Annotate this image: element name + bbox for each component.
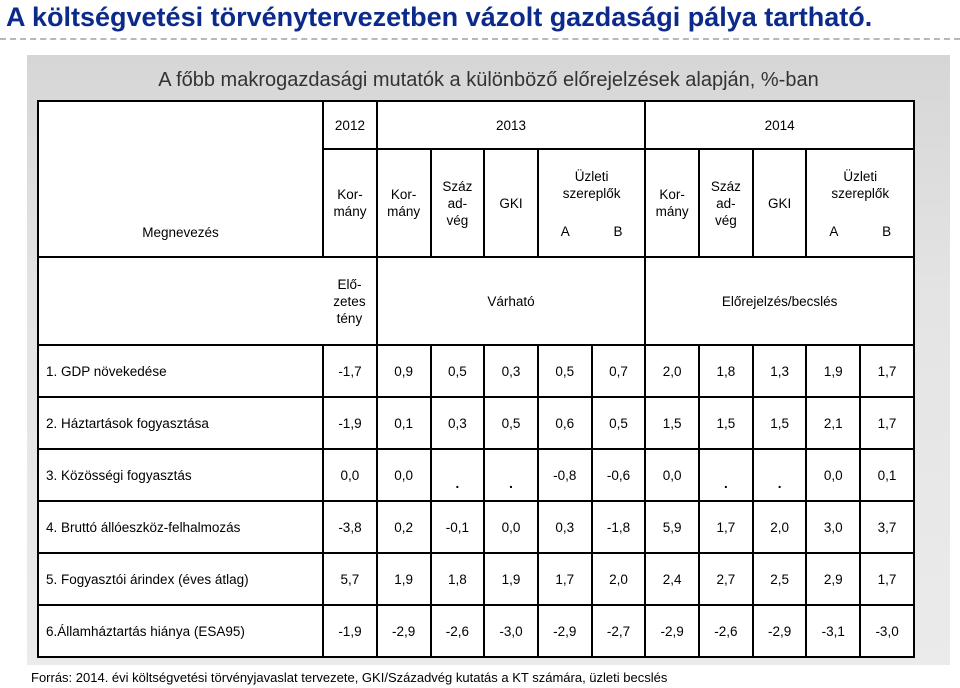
table-cell: -1,8: [592, 501, 646, 553]
table-cell: 0,0: [323, 449, 377, 501]
table-cell: -1,9: [323, 397, 377, 449]
table-cell: .: [753, 458, 807, 510]
table-row: [38, 397, 914, 449]
year-2014: 2014: [645, 101, 914, 149]
col-2013-a: A: [560, 223, 570, 239]
table-cell: 1,7: [860, 553, 914, 605]
megnevezes-header: Megnevezés: [38, 101, 323, 257]
table-cell: 1,7: [860, 397, 914, 449]
table-cell: .: [484, 458, 538, 510]
year-header-row: [38, 101, 914, 149]
table-panel: [27, 55, 950, 665]
table-cell: 0,3: [538, 501, 592, 553]
period-row: [38, 257, 914, 345]
row-label: 6.Államháztartás hiánya (ESA95): [38, 605, 323, 657]
table-cell: 0,3: [431, 397, 485, 449]
table-cell: 1,5: [645, 397, 699, 449]
table-row: [38, 449, 914, 501]
period-elorejelzes: Előrejelzés/becslés: [645, 257, 914, 345]
table-cell: -2,7: [592, 605, 646, 657]
period-spacer: [38, 257, 323, 345]
table-body: [38, 345, 914, 657]
col-2014-gki: GKI: [753, 149, 807, 257]
table-cell: 0,5: [592, 397, 646, 449]
table-cell: 1,9: [377, 553, 431, 605]
col-2014-a: A: [829, 223, 839, 239]
table-cell: -2,9: [377, 605, 431, 657]
table-cell: 0,9: [377, 345, 431, 397]
table-cell: 3,7: [860, 501, 914, 553]
table-cell: -2,6: [699, 605, 753, 657]
table-cell: 3,0: [806, 501, 860, 553]
col-2014-b: B: [882, 223, 892, 239]
table-cell: -0,6: [592, 449, 646, 501]
table-cell: -3,0: [860, 605, 914, 657]
col-2013-uzleti: Üzleti szereplők A B: [538, 149, 645, 257]
col-2012-kormany: Kor- mány: [323, 149, 377, 257]
table-cell: 2,0: [592, 553, 646, 605]
table-cell: 2,5: [753, 553, 807, 605]
table-cell: 0,1: [377, 397, 431, 449]
col-2014-szazadveg: Száz ad- vég: [699, 149, 753, 257]
table-cell: .: [431, 458, 485, 510]
row-label: 5. Fogyasztói árindex (éves átlag): [38, 553, 323, 605]
table-cell: -0,8: [538, 449, 592, 501]
table-cell: 1,7: [538, 553, 592, 605]
table-cell: 2,0: [645, 345, 699, 397]
table-cell: 1,9: [806, 345, 860, 397]
table-cell: -0,1: [431, 501, 485, 553]
col-2014-uzleti: Üzleti szereplők A B: [806, 149, 914, 257]
table-cell: -1,7: [323, 345, 377, 397]
table-row: [38, 605, 914, 657]
table-row: [38, 345, 914, 397]
row-label: 2. Háztartások fogyasztása: [38, 397, 323, 449]
table-cell: 0,6: [538, 397, 592, 449]
table-cell: 0,5: [431, 345, 485, 397]
table-cell: 1,5: [753, 397, 807, 449]
table-cell: 2,9: [806, 553, 860, 605]
table-cell: -2,9: [645, 605, 699, 657]
table-cell: -3,0: [484, 605, 538, 657]
table-cell: 5,9: [645, 501, 699, 553]
table-cell: 0,2: [377, 501, 431, 553]
table-cell: 0,1: [860, 449, 914, 501]
table-cell: 0,5: [538, 345, 592, 397]
col-2013-szazadveg: Száz ad- vég: [431, 149, 485, 257]
table-cell: 0,7: [592, 345, 646, 397]
table-row: [38, 553, 914, 605]
table-cell: 2,4: [645, 553, 699, 605]
col-2013-b: B: [613, 223, 623, 239]
table-cell: 2,7: [699, 553, 753, 605]
table-cell: 0,3: [484, 345, 538, 397]
table-subtitle: A főbb makrogazdasági mutatók a különböző előrejelzések alapján, %-ban: [158, 69, 819, 91]
table-cell: 0,0: [484, 501, 538, 553]
table-cell: 2,0: [753, 501, 807, 553]
row-label: 3. Közösségi fogyasztás: [38, 449, 323, 501]
source-note: Forrás: 2014. évi költségvetési törvényjavaslat tervezete, GKI/Századvég kutatás a KT számára, üzleti becslés: [31, 670, 668, 685]
macro-indicators-table: [37, 100, 915, 658]
table-cell: 1,8: [699, 345, 753, 397]
col-2013-gki: GKI: [484, 149, 538, 257]
table-cell: -3,8: [323, 501, 377, 553]
table-cell: -2,9: [753, 605, 807, 657]
table-cell: 2,1: [806, 397, 860, 449]
table-cell: 0,0: [377, 449, 431, 501]
table-cell: 1,7: [860, 345, 914, 397]
row-label: 4. Bruttó állóeszköz-felhalmozás: [38, 501, 323, 553]
table-cell: -3,1: [806, 605, 860, 657]
table-cell: 1,7: [699, 501, 753, 553]
col-2014-kormany: Kor- mány: [645, 149, 699, 257]
table-cell: -2,9: [538, 605, 592, 657]
table-cell: -2,6: [431, 605, 485, 657]
year-2012: 2012: [323, 101, 377, 149]
table-cell: 0,0: [645, 449, 699, 501]
table-cell: 0,0: [806, 449, 860, 501]
table-cell: -1,9: [323, 605, 377, 657]
table-cell: .: [699, 458, 753, 510]
year-2013: 2013: [377, 101, 646, 149]
table-cell: 5,7: [323, 553, 377, 605]
page-headline: A költségvetési törvénytervezetben vázolt gazdasági pálya tartható.: [6, 2, 873, 32]
table-cell: 1,9: [484, 553, 538, 605]
table-cell: 1,5: [699, 397, 753, 449]
divider-line: [0, 38, 960, 40]
table-cell: 1,3: [753, 345, 807, 397]
period-elozetes: Elő- zetes tény: [323, 257, 377, 345]
period-varhato: Várható: [377, 257, 646, 345]
row-label: 1. GDP növekedése: [38, 345, 323, 397]
col-2013-kormany: Kor- mány: [377, 149, 431, 257]
table-cell: 1,8: [431, 553, 485, 605]
table-cell: 0,5: [484, 397, 538, 449]
